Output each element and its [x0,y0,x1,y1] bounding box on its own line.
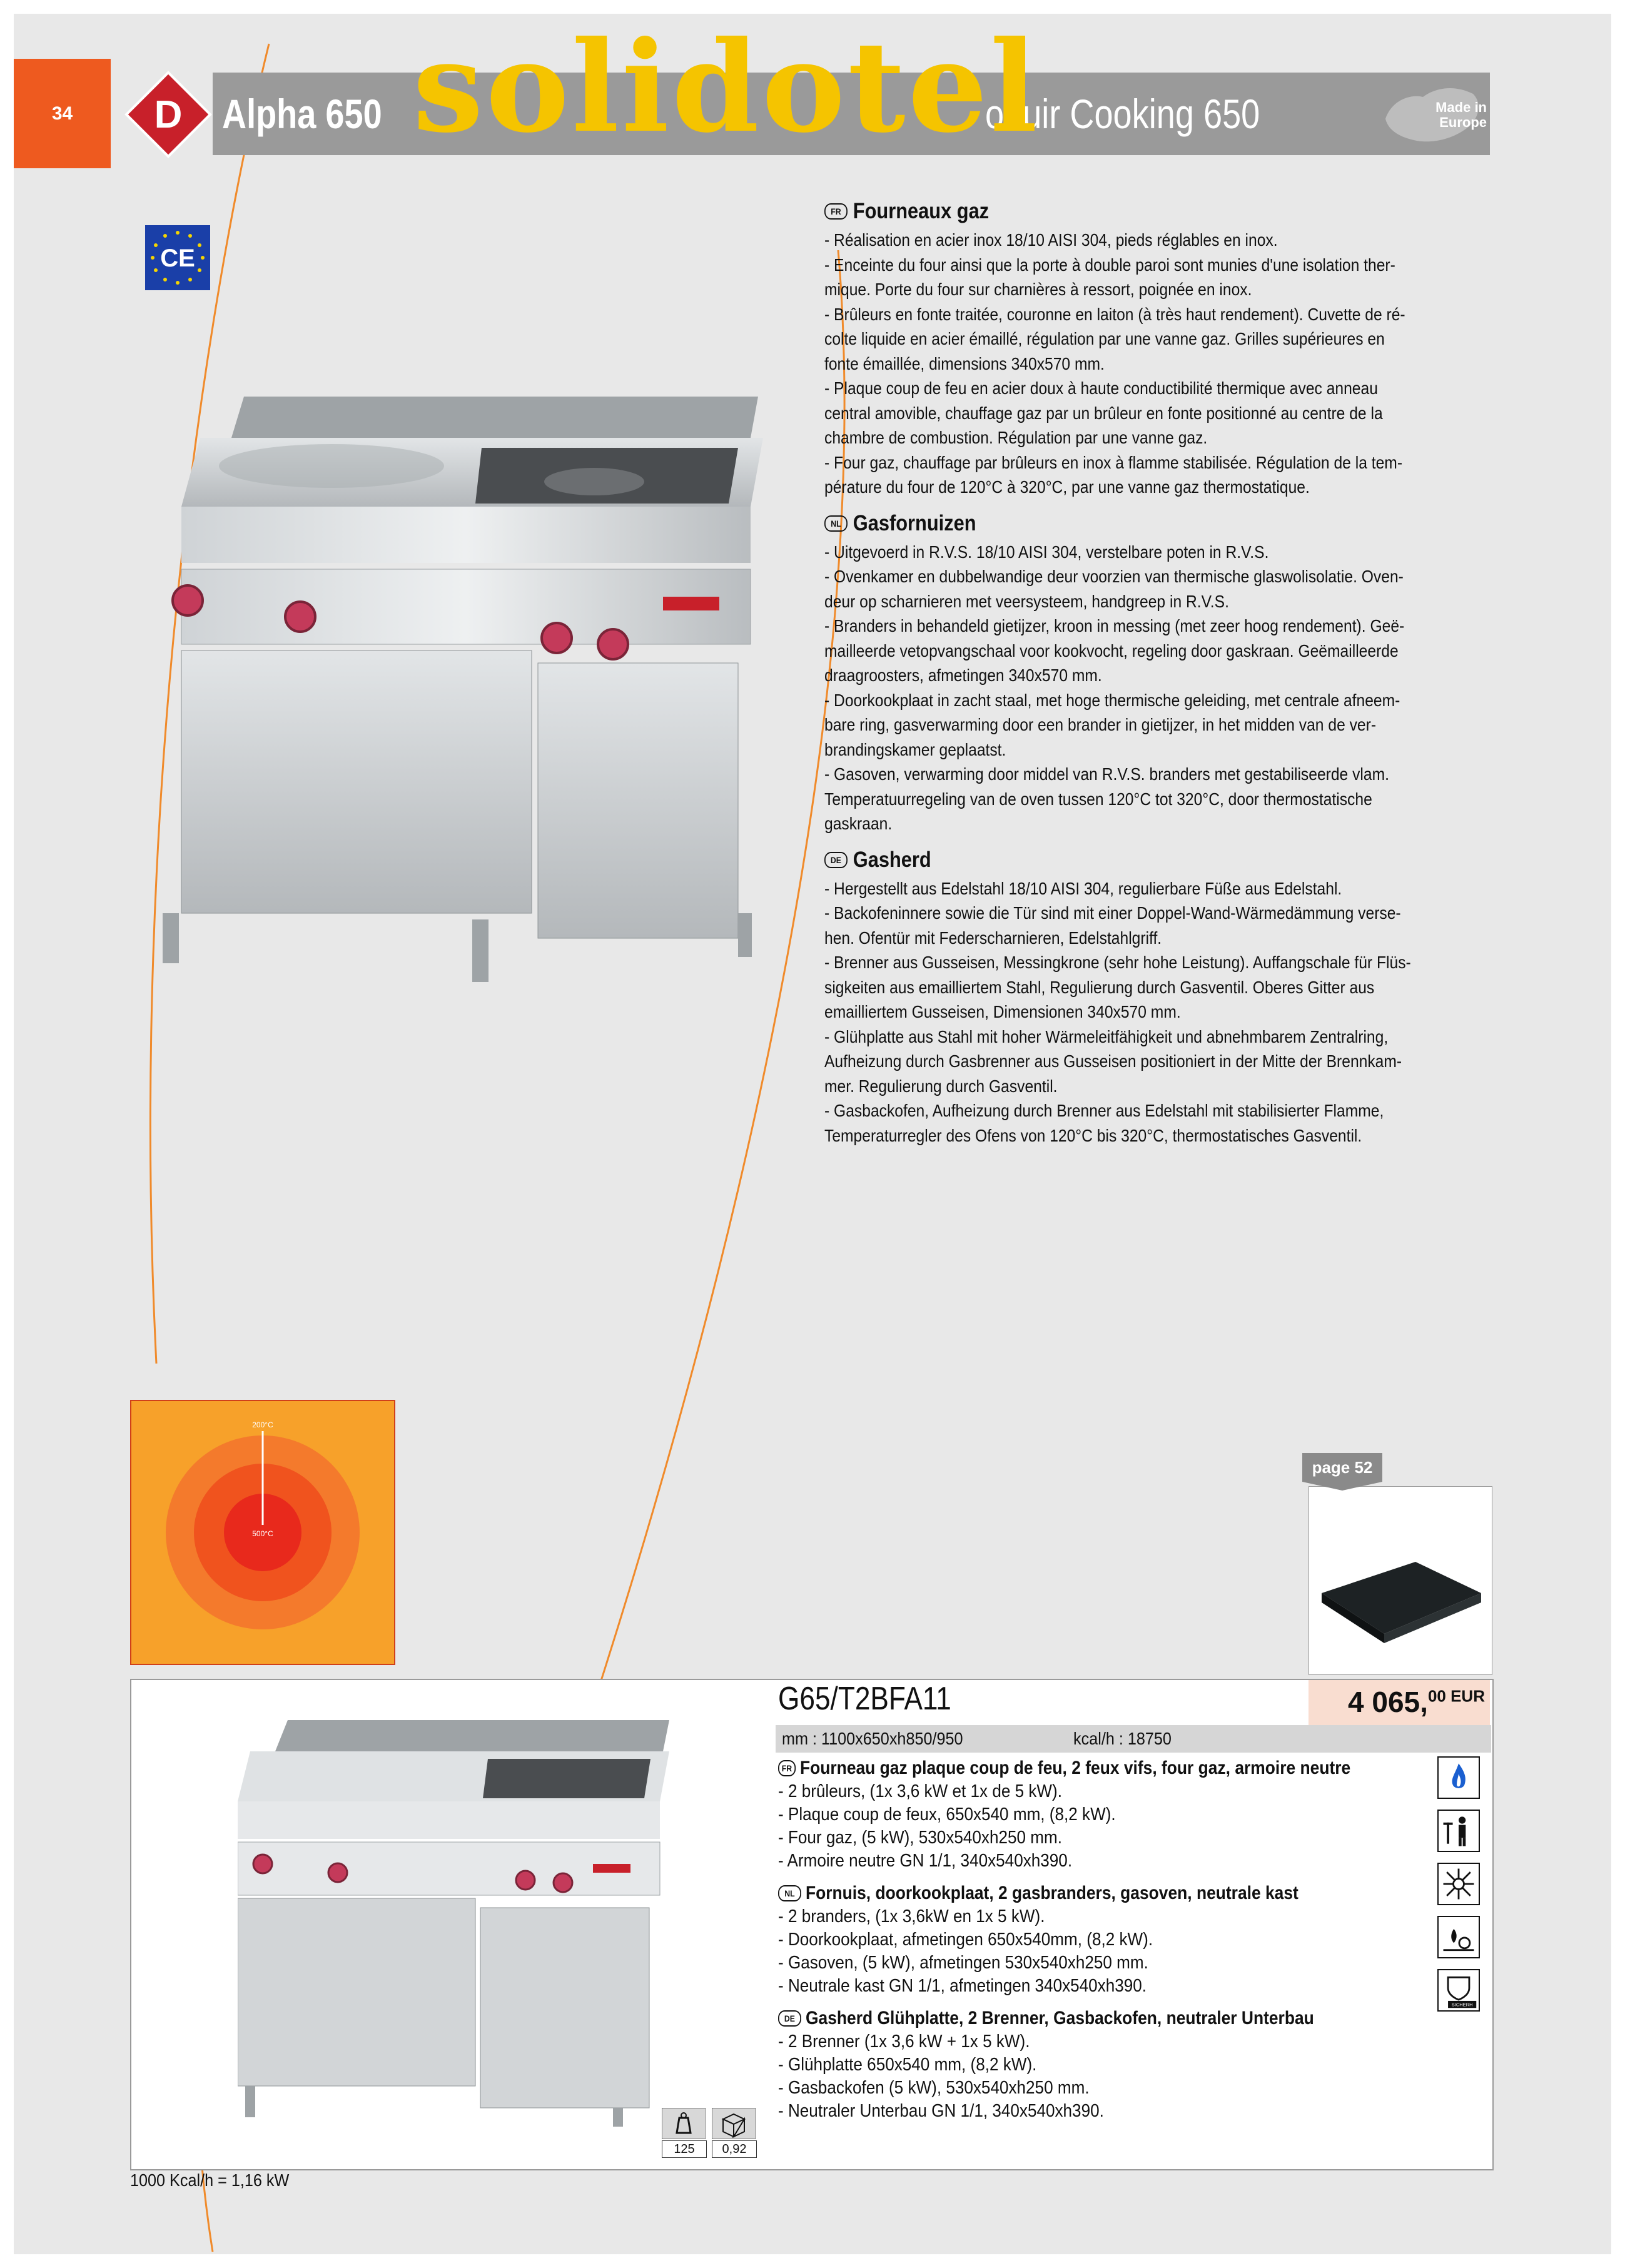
section-heading [824,848,1419,873]
section-text: - Hergestellt aus Edelstahl 18/10 AISI 304, regulierbare Füße aus Edelstahl. - Backofeninnere sowie die Tür sind mit einer Doppel-Wand-Wärmedämmung verse- hen. Ofentür mit Federscharnieren, Edelstahlgriff. - Brenner aus Gusseisen, Messingkrone (sehr hohe Leistung). Auffangschale für Flüs- sigkeiten aus emailliertem Stahl, Regulierung durch Gasventil. Oberes Gitter aus emailliertem Gusseisen, Dimensionen 340x570 mm. - Glühplatte aus Stahl mit hoher Wärmeleitfähigkeit und abnehmbarem Zentralring, Aufheizung durch Gasbrenner aus Gusseisen positioniert in der Mitte der Brennkam- mer. Regulierung durch Gasventil. - Gasbackofen, Aufheizung durch Brenner aus Edelstahl mit stabilisierter Flamme, Temperaturregler des Ofens von 120°C bis 320°C, thermostatisches Gasventil. [824,878,1411,1145]
product-descriptions [778,1756,1429,2132]
desc-line: - Gasbackofen (5 kW), 530x540xh250 mm. [778,2078,1090,2098]
page-reference-label: page 52 [1312,1458,1373,1477]
series-subtitle: oduir Cooking 650 [985,91,1260,137]
flame-safety-icon [1437,1916,1480,1958]
section-fr [824,199,1500,500]
ignition-spark-icon [1437,1863,1480,1905]
feature-icons [1437,1756,1482,2022]
description-column [824,199,1500,1159]
svg-text:D: D [154,93,183,136]
section-title: Fourneaux gaz [853,199,990,223]
desc-line: - 2 brûleurs, (1x 3,6 kW et 1x de 5 kW). [778,1781,1063,1801]
section-de [824,848,1500,1148]
price-main: 4 065, [1348,1686,1428,1718]
desc-line: - Glühplatte 650x540 mm, (8,2 kW). [778,2055,1037,2075]
product-desc-nl [778,1881,1429,1998]
accessory-box[interactable] [1309,1486,1492,1675]
price [1348,1685,1485,1719]
desc-line: - Plaque coup de feux, 650x540 mm, (8,2 kW). [778,1805,1116,1825]
conversion-footnote: 1000 Kcal/h = 1,16 kW [130,2170,290,2190]
product-desc-fr [778,1756,1429,1873]
gas-range-illustration [125,388,776,988]
safety-certified-icon [1437,1969,1480,2012]
product-desc-title [778,1881,1350,1905]
price-currency: EUR [1450,1686,1485,1706]
power-kcal: kcal/h : 18750 [1073,1729,1172,1748]
weight-value: 125 [662,2140,707,2158]
heat-outer-label: 200°C [252,1420,273,1429]
desc-line: - Neutraler Unterbau GN 1/1, 340x540xh390. [778,2101,1104,2121]
diamond-logo-icon [124,70,213,159]
lang-badge: DE [824,852,848,868]
desc-line: - Armoire neutre GN 1/1, 340x540xh390. [778,1851,1073,1871]
heat-inner-label: 500°C [252,1529,273,1538]
desc-title-text: Fornuis, doorkookplaat, 2 gasbranders, gasoven, neutrale kast [806,1883,1298,1903]
section-title: Gasherd [853,847,931,872]
section-heading [824,511,1419,536]
lang-badge: NL [778,1885,801,1901]
weight-icon [662,2108,706,2139]
desc-line: - 2 branders, (1x 3,6kW en 1x 5 kW). [778,1906,1045,1926]
section-heading [824,199,1419,224]
spec-bar [776,1725,1491,1753]
desc-line: - Gasoven, (5 kW), afmetingen 530x540xh250 mm. [778,1953,1148,1973]
series-title: Alpha 650 [222,91,382,137]
lang-badge: FR [778,1760,796,1776]
lang-badge: DE [778,2010,801,2027]
packaging-info [659,2108,759,2158]
heat-distribution-diagram [130,1400,395,1665]
price-cents: 00 [1427,1686,1446,1706]
page-number: 34 [14,59,111,168]
desc-line: - 2 Brenner (1x 3,6 kW + 1x 5 kW). [778,2032,1030,2052]
installer-icon [1437,1810,1480,1852]
desc-title-text: Fourneau gaz plaque coup de feu, 2 feux vifs, four gaz, armoire neutre [800,1758,1351,1778]
section-nl [824,511,1500,836]
product-code: G65/T2BFA11 [778,1681,951,1717]
product-desc-title [778,2007,1350,2030]
desc-line: - Doorkookplaat, afmetingen 650x540mm, (8,2 kW). [778,1930,1153,1950]
griddle-plate-icon [1309,1487,1492,1674]
section-title: Gasfornuizen [853,510,976,535]
section-text: - Réalisation en acier inox 18/10 AISI 304, pieds réglables en inox. - Enceinte du four ainsi que la porte à double paroi sont munies d'une isolation ther- mique. Porte du four sur charnières à ressort, poignée en inox. - Brûleurs en fonte traitée, couronne en laiton (à très haut rendement). Cuvette de ré- colte liquide en acier émaillé, régulation par une vanne gaz. Grilles supérieures en fonte émaillée, dimensions 340x570 mm. - Plaque coup de feu en acier doux à haute conductibilité thermique avec anneau central amovible, chauffage gaz par un brûleur en fonte positionné au centre de la chambre de combustion. Régulation par une vanne gaz. - Four gaz, chauffage par brûleurs en inox à flamme stabilisée. Régulation de la tem- pérature du four de 120°C à 320°C, par une vanne gaz thermostatique. [824,230,1405,497]
lang-badge: FR [824,203,848,220]
brand-watermark: solidotel [413,14,1040,161]
volume-value: 0,92 [712,2140,757,2158]
dimensions: mm : 1100x650xh850/950 [782,1729,963,1748]
ce-mark-icon [145,225,210,290]
desc-line: - Four gaz, (5 kW), 530x540xh250 mm. [778,1828,1063,1848]
page-reference-tab[interactable] [1302,1453,1382,1491]
safety-label: SICHERH [1451,2002,1473,2008]
desc-title-text: Gasherd Glühplatte, 2 Brenner, Gasbackofen, neutraler Unterbau [806,2008,1314,2028]
desc-line: - Neutrale kast GN 1/1, afmetingen 340x540xh390. [778,1976,1147,1996]
volume-icon [712,2108,756,2139]
made-in-europe-label: Made in Europe [1435,99,1487,130]
price-box [1309,1680,1490,1725]
svg-text:CE: CE [160,245,195,272]
section-text: - Uitgevoerd in R.V.S. 18/10 AISI 304, verstelbare poten in R.V.S. - Ovenkamer en dubbelwandige deur voorzien van thermische glaswolisolatie. Oven- deur op scharnieren met veersysteem, handgreep in R.V.S. - Branders in behandeld gietijzer, kroon in messing (met zeer hoog rendement). Geë- mailleerde vetopvangschaal voor kookvocht, regeling door gaskraan. Geëmailleerde draagroosters, afmetingen 340x570 mm. - Doorkookplaat in zacht staal, met hoge thermische geleiding, met centrale afneem- bare ring, gasverwarming door een brander in gietijzer, in het midden van de ver- brandingskamer geplaatst. - Gasoven, verwarming door middel van R.V.S. branders met gestabiliseerde vlam. Temperatuurregeling van de oven tussen 120°C tot 320°C, door thermostatische gaskraan. [824,542,1405,833]
product-image [238,1714,676,2127]
product-desc-title [778,1756,1350,1780]
product-desc-de [778,2007,1429,2123]
gas-flame-icon [1437,1756,1480,1799]
lang-badge: NL [824,515,848,532]
